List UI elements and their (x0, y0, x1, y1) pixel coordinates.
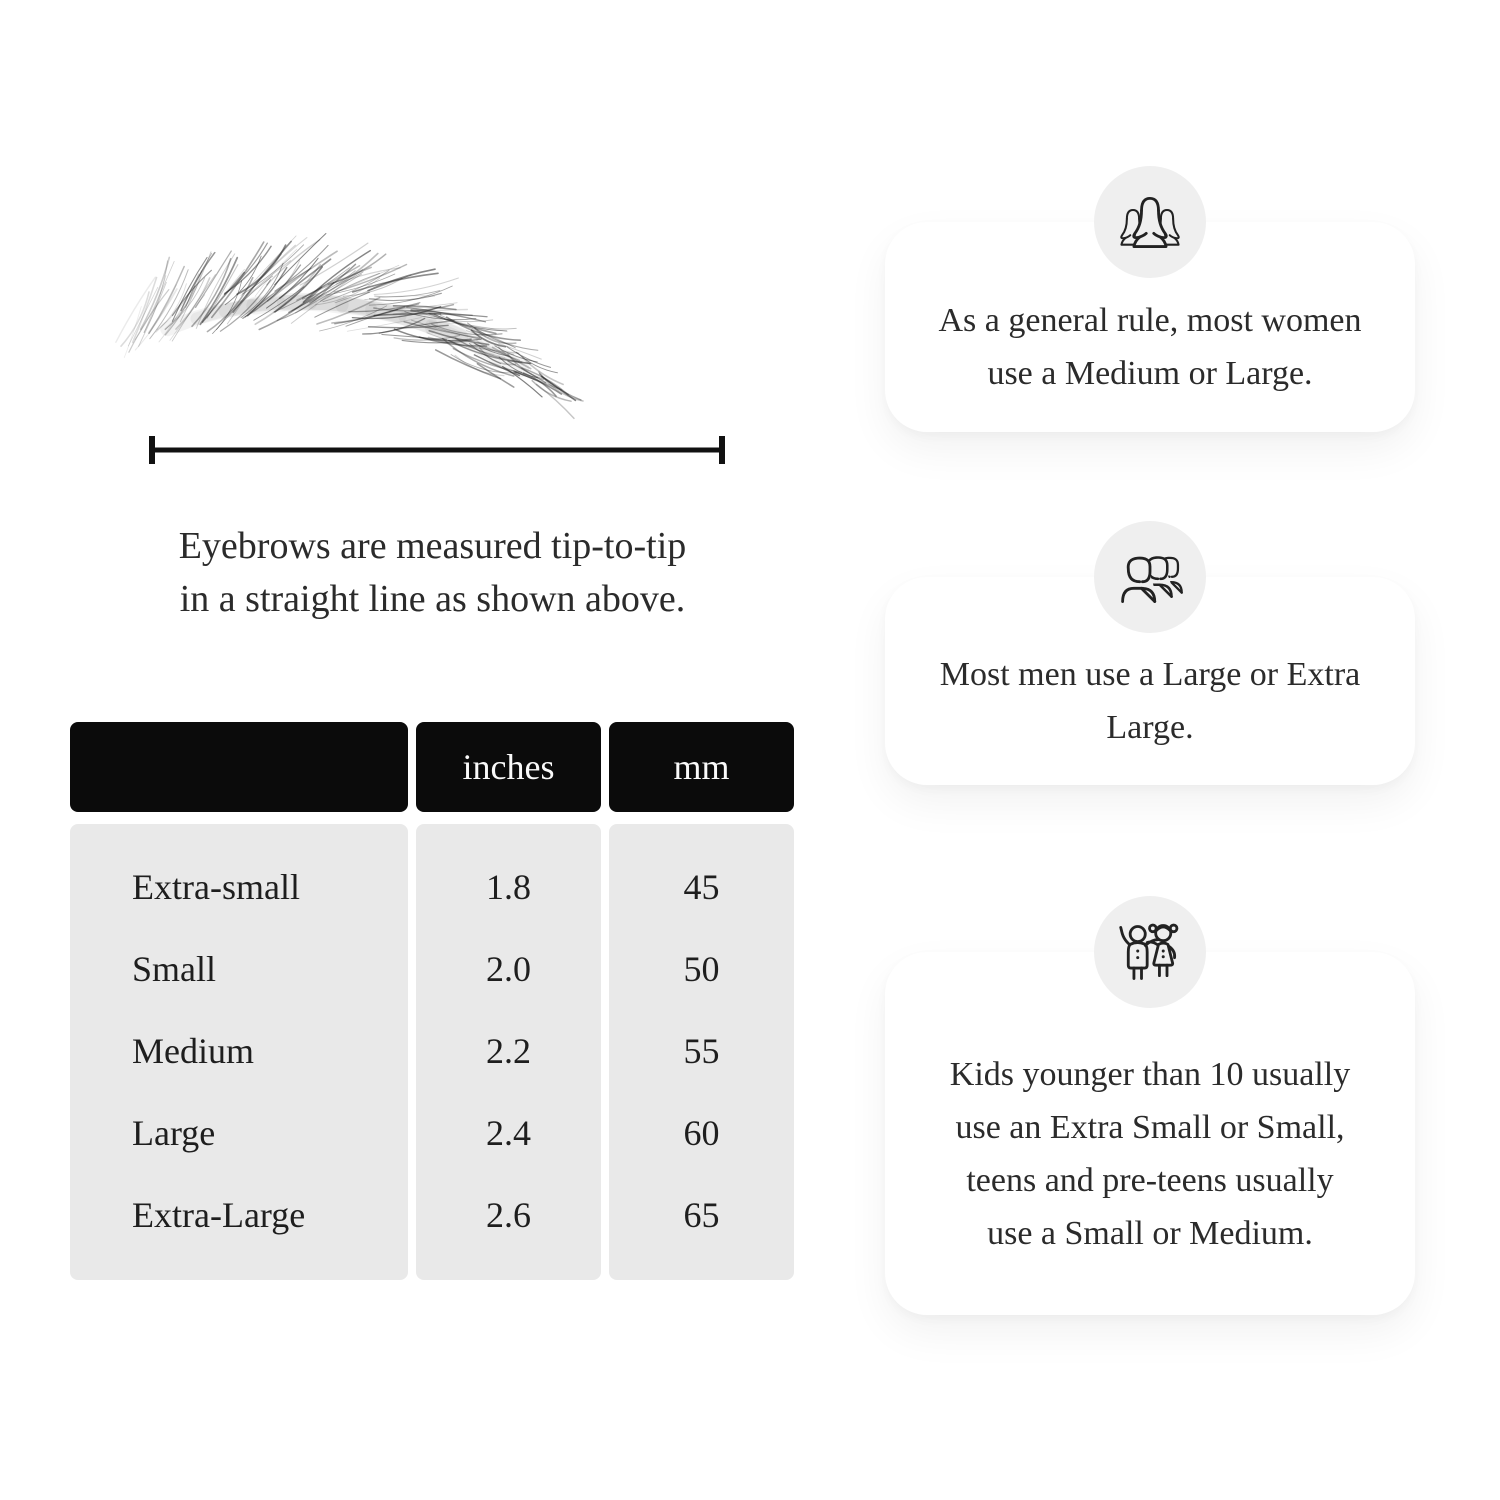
size-table-column-inches (416, 824, 601, 1280)
size-table-header-row (70, 722, 794, 812)
men-group-icon (1094, 521, 1206, 633)
eyebrow-illustration (102, 228, 582, 403)
table-row-name: Extra-small (132, 867, 300, 907)
card-kids-text: Kids younger than 10 usually use an Extra Small or Small, teens and pre-teens usually use a Small or Medium. (949, 1055, 1351, 1252)
table-row-mm: 50 (683, 949, 720, 989)
card-women-text: As a general rule, most women use a Medium or Large. (938, 302, 1362, 392)
measurement-caption (70, 520, 795, 626)
table-row-inches: 2.2 (486, 1031, 531, 1071)
table-row-inches: 2.4 (486, 1113, 531, 1153)
card-men (885, 577, 1415, 785)
measurement-line (148, 435, 726, 465)
size-table-body (70, 824, 794, 1280)
table-row-name: Medium (132, 1031, 254, 1071)
measurement-caption-line1: Eyebrows are measured tip-to-tip (178, 525, 687, 567)
table-row-inches: 1.8 (486, 867, 531, 907)
women-group-icon (1094, 166, 1206, 278)
card-women (885, 222, 1415, 432)
size-table-column-mm (609, 824, 794, 1280)
card-men-text: Most men use a Large or Extra Large. (939, 656, 1361, 746)
size-table (70, 722, 794, 1280)
card-kids (885, 952, 1415, 1315)
table-row-inches: 2.6 (486, 1195, 531, 1235)
size-table-column-names (70, 824, 408, 1280)
table-row-name: Extra-Large (132, 1195, 306, 1235)
table-row-mm: 45 (683, 867, 720, 907)
table-row-inches: 2.0 (486, 949, 531, 989)
table-row-name: Small (132, 949, 217, 989)
eyebrow-drawing (102, 228, 582, 403)
table-row-mm: 60 (683, 1113, 720, 1153)
size-table-header-name (70, 722, 408, 812)
table-row-mm: 65 (683, 1195, 720, 1235)
table-row-mm: 55 (683, 1031, 720, 1071)
size-table-header-mm: mm (609, 722, 794, 812)
kids-icon (1094, 896, 1206, 1008)
measurement-caption-line2: in a straight line as shown above. (179, 578, 686, 620)
size-table-header-inches: inches (416, 722, 601, 812)
table-row-name: Large (132, 1113, 216, 1153)
